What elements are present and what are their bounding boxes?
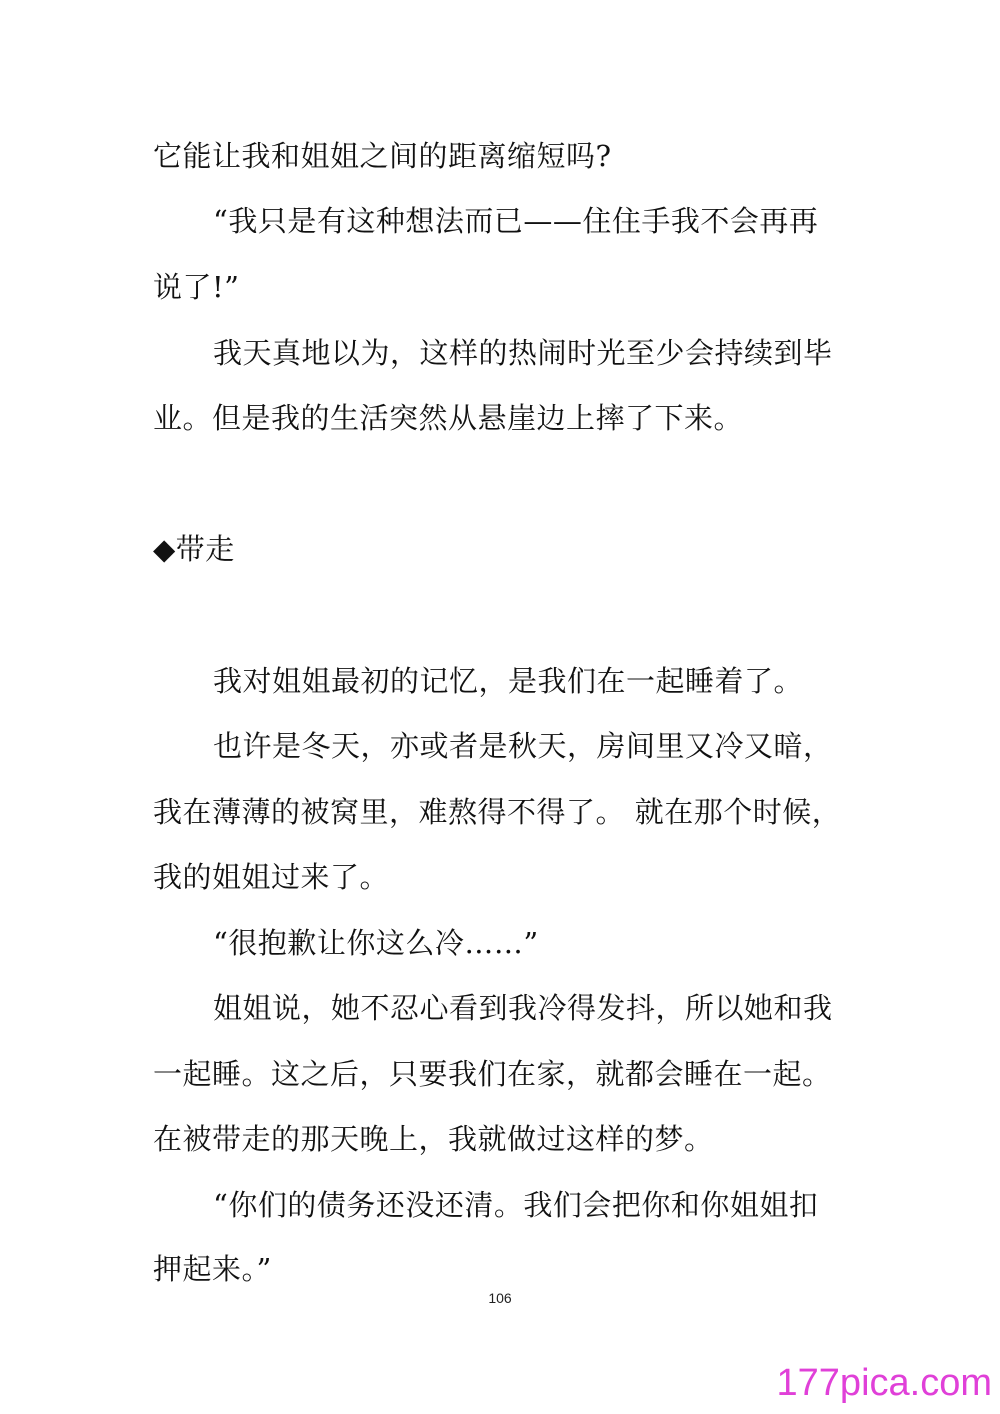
text-line: “你们的债务还没还清。我们会把你和你姐姐扣 bbox=[213, 1188, 819, 1222]
text-line: 我天真地以为，这样的热闹时光至少会持续到毕 bbox=[213, 336, 833, 370]
section-heading: ◆带走 bbox=[153, 532, 235, 566]
text-line: 在被带走的那天晚上，我就做过这样的梦。 bbox=[153, 1122, 714, 1156]
text-line: “我只是有这种想法而已——住住手我不会再再 bbox=[213, 204, 819, 238]
watermark: 177pica.com bbox=[776, 1362, 992, 1404]
text-line: “很抱歉让你这么冷……” bbox=[213, 926, 539, 960]
text-line: 姐姐说，她不忍心看到我冷得发抖，所以她和我 bbox=[213, 991, 833, 1025]
text-line: 它能让我和姐姐之间的距离缩短吗? bbox=[153, 139, 612, 173]
text-line: 我的姐姐过来了。 bbox=[153, 860, 390, 894]
text-line: 我对姐姐最初的记忆，是我们在一起睡着了。 bbox=[213, 664, 804, 698]
text-line: 业。但是我的生活突然从悬崖边上摔了下来。 bbox=[153, 401, 744, 435]
text-line: 一起睡。这之后，只要我们在家，就都会睡在一起。 bbox=[153, 1057, 832, 1091]
text-line: 我在薄薄的被窝里，难熬得不得了。 就在那个时候， bbox=[153, 795, 842, 829]
text-line: 也许是冬天，亦或者是秋天，房间里又冷又暗， bbox=[213, 729, 833, 763]
page-number: 106 bbox=[488, 1290, 512, 1306]
text-line: 押起来。” bbox=[153, 1252, 272, 1286]
text-line: 说了!” bbox=[153, 270, 240, 304]
